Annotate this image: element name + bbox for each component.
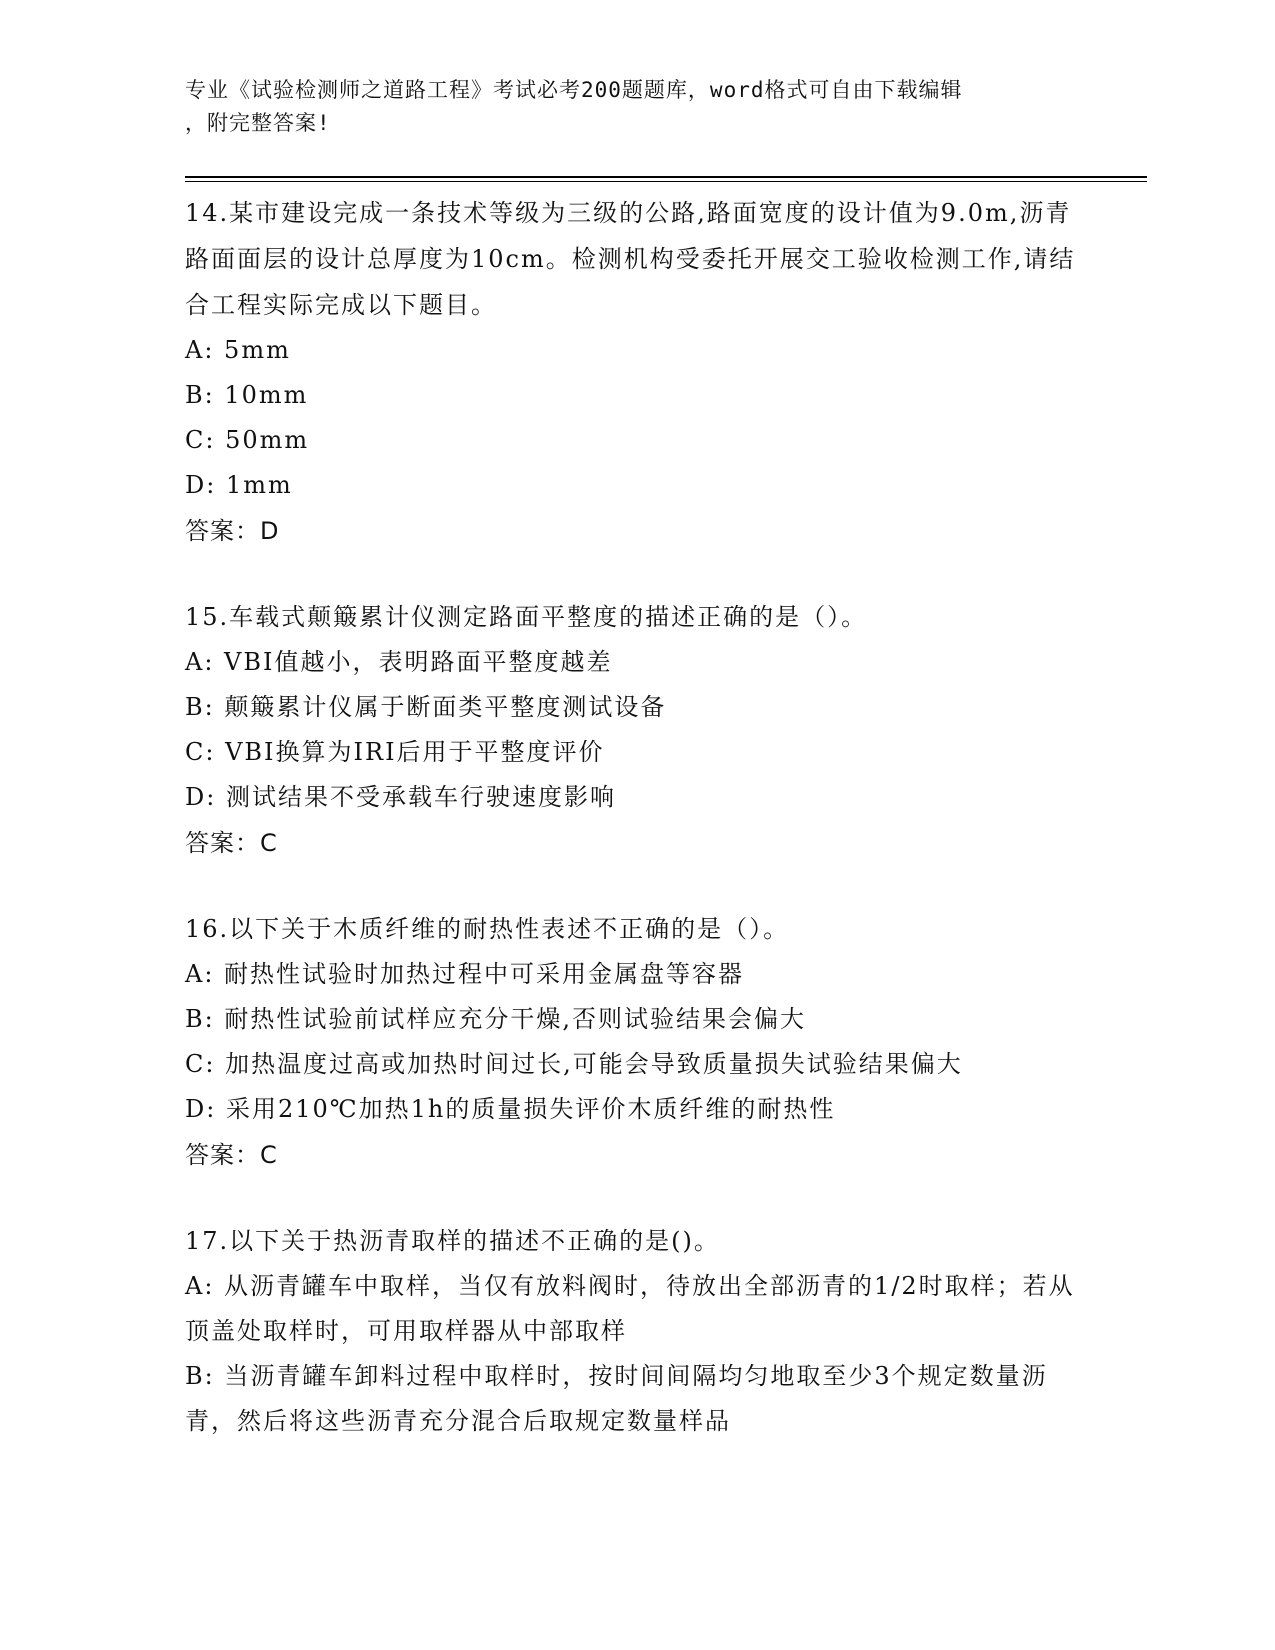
option-c: C: 50mm <box>185 426 310 454</box>
question-text: 14.某市建设完成一条技术等级为三级的公路,路面宽度的设计值为9.0m,沥青路面面层的设计总厚度为10cm。检测机构受委托开展交工验收检测工作,请结合工程实际完成以下题目。 <box>185 199 1076 319</box>
answer-label: 答案：C <box>185 829 278 857</box>
question-14 <box>185 190 1090 554</box>
option-c: C: 加热温度过高或加热时间过长,可能会导致质量损失试验结果偏大 <box>185 1050 963 1078</box>
option-a: A: 从沥青罐车中取样，当仅有放料阀时，待放出全部沥青的1/2时取样；若从顶盖处取样时，可用取样器从中部取样 <box>185 1272 1075 1345</box>
option-d: D: 采用210℃加热1h的质量损失评价木质纤维的耐热性 <box>185 1095 836 1123</box>
answer-label: 答案：D <box>185 517 280 545</box>
option-b: B: 10mm <box>185 381 309 409</box>
answer-label: 答案：C <box>185 1141 278 1169</box>
question-text: 16.以下关于木质纤维的耐热性表述不正确的是（）。 <box>185 915 790 943</box>
header-line-2: ，附完整答案! <box>185 111 331 135</box>
header-rule-thick <box>185 176 1147 178</box>
question-list <box>185 190 1090 1484</box>
question-text: 15.车载式颠簸累计仪测定路面平整度的描述正确的是（）。 <box>185 603 868 631</box>
option-d: D: 1mm <box>185 471 293 499</box>
option-a: A: 耐热性试验时加热过程中可采用金属盘等容器 <box>185 960 745 988</box>
question-text: 17.以下关于热沥青取样的描述不正确的是()。 <box>185 1227 720 1255</box>
option-a: A: VBI值越小，表明路面平整度越差 <box>185 648 613 676</box>
question-15 <box>185 594 1090 866</box>
header-rule-thin <box>185 181 1147 182</box>
option-d: D: 测试结果不受承载车行驶速度影响 <box>185 783 616 811</box>
question-17 <box>185 1218 1090 1444</box>
option-b: B: 当沥青罐车卸料过程中取样时，按时间间隔均匀地取至少3个规定数量沥青，然后将这些沥青充分混合后取规定数量样品 <box>185 1362 1048 1435</box>
option-a: A: 5mm <box>185 336 291 364</box>
question-16 <box>185 906 1090 1178</box>
document-header <box>185 74 1065 140</box>
option-c: C: VBI换算为IRI后用于平整度评价 <box>185 738 605 766</box>
option-b: B: 颠簸累计仪属于断面类平整度测试设备 <box>185 693 667 721</box>
header-line-1: 专业《试验检测师之道路工程》考试必考200题题库，word格式可自由下载编辑 <box>185 78 963 102</box>
option-b: B: 耐热性试验前试样应充分干燥,否则试验结果会偏大 <box>185 1005 806 1033</box>
